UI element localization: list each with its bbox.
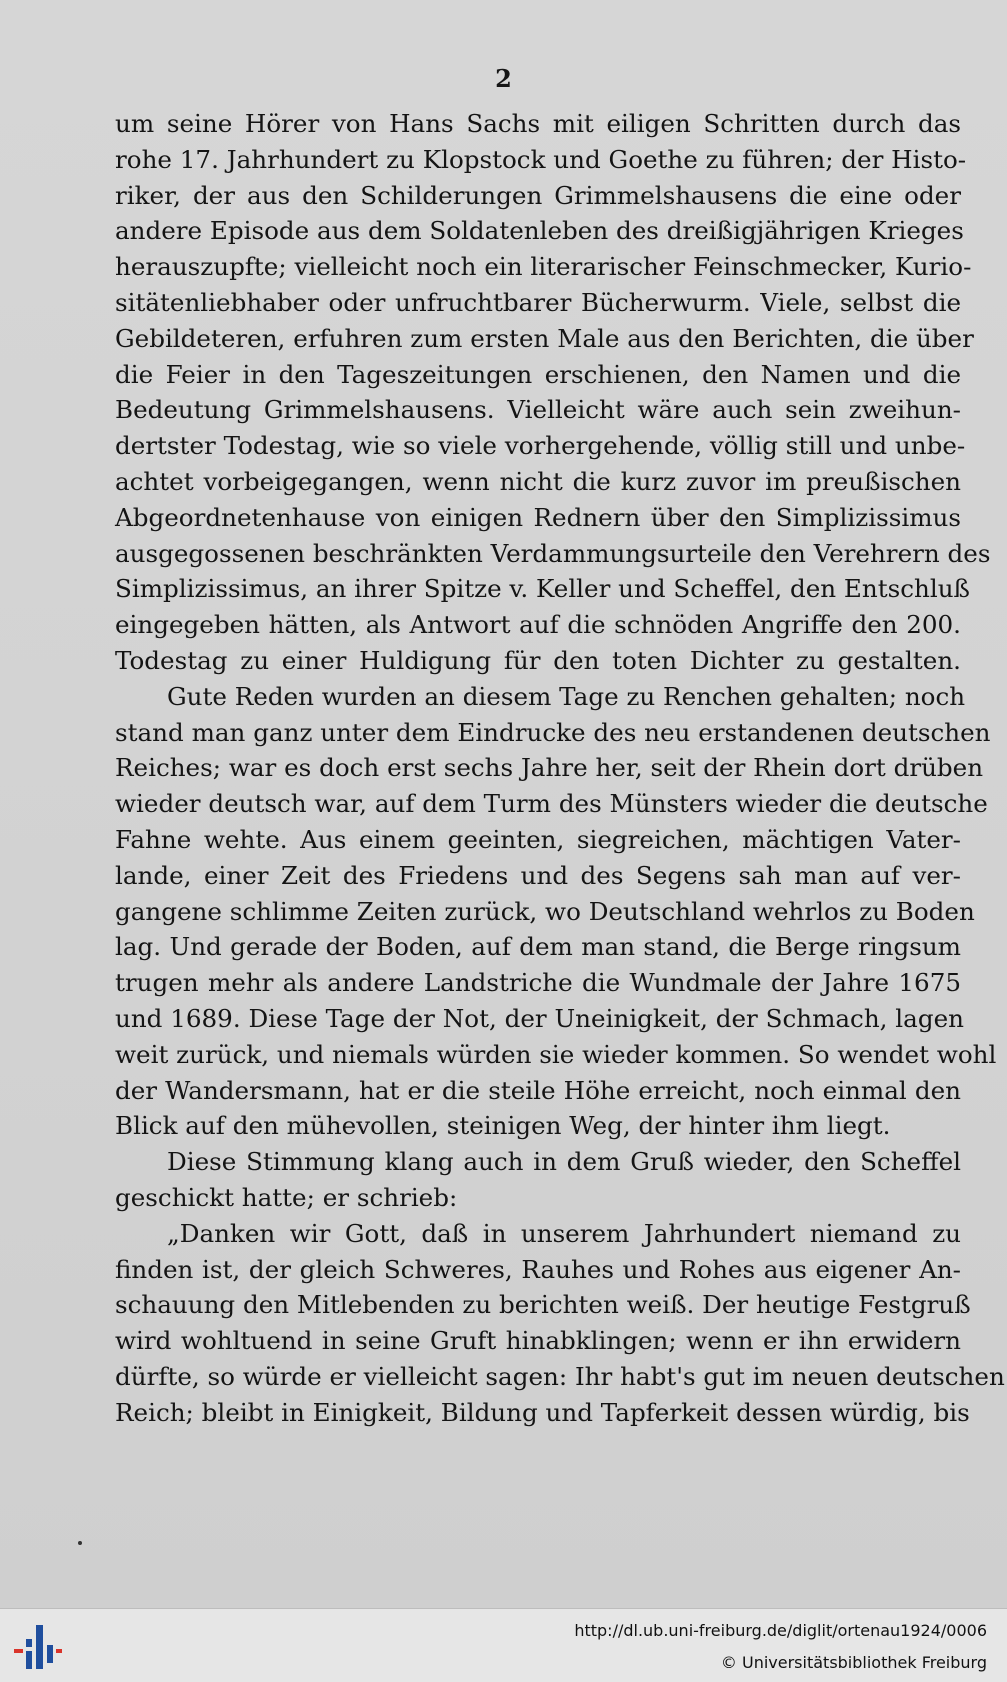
- text-line: finden ist, der gleich Schweres, Rauhes und Rohes aus eigener An-: [115, 1254, 961, 1284]
- text-line: Blick auf den mühevollen, steinigen Weg, der hinter ihm liegt.: [115, 1111, 891, 1141]
- text-line: Fahne wehte. Aus einem geeinten, siegreichen, mächtigen Vater-: [115, 824, 961, 854]
- text-line: Simplizissimus, an ihrer Spitze v. Keller und Scheffel, den Entschluß: [115, 574, 970, 604]
- text-line: gangene schlimme Zeiten zurück, wo Deutschland wehrlos zu Boden: [115, 896, 975, 926]
- text-line: eingegeben hätten, als Antwort auf die schnöden Angriffe den 200.: [115, 610, 961, 640]
- copyright-notice: © Universitätsbibliothek Freiburg: [720, 1653, 987, 1672]
- text-line: „Danken wir Gott, daß in unserem Jahrhundert niemand zu: [167, 1218, 961, 1248]
- text-line: geschickt hatte; er schrieb:: [115, 1182, 458, 1212]
- text-line: achtet vorbeigegangen, wenn nicht die kurz zuvor im preußischen: [115, 466, 961, 496]
- text-line: dertster Todestag, wie so viele vorhergehende, völlig still und unbe-: [115, 431, 966, 461]
- text-line: Reiches; war es doch erst sechs Jahre her, seit der Rhein dort drüben: [115, 753, 984, 783]
- text-line: Gute Reden wurden an diesem Tage zu Renchen gehalten; noch: [167, 681, 966, 711]
- text-line: ausgegossenen beschränkten Verdammungsurteile den Verehrern des: [115, 538, 991, 568]
- text-line: rohe 17. Jahrhundert zu Klopstock und Goethe zu führen; der Histo-: [115, 144, 967, 174]
- document-url-link[interactable]: http://dl.ub.uni-freiburg.de/diglit/ortenau1924/0006: [574, 1621, 987, 1640]
- text-line: herauszupfte; vielleicht noch ein literarischer Feinschmecker, Kurio-: [115, 252, 972, 282]
- scan-speck: [78, 1541, 82, 1545]
- text-line: die Feier in den Tageszeitungen erschienen, den Namen und die: [115, 359, 961, 389]
- text-line: Diese Stimmung klang auch in dem Gruß wieder, den Scheffel: [167, 1147, 961, 1177]
- text-line: der Wandersmann, hat er die steile Höhe erreicht, noch einmal den: [115, 1075, 961, 1105]
- text-line: Abgeordnetenhause von einigen Rednern über den Simplizissimus: [115, 502, 961, 532]
- text-line: stand man ganz unter dem Eindrucke des neu erstandenen deutschen: [115, 717, 991, 747]
- text-line: und 1689. Diese Tage der Not, der Uneinigkeit, der Schmach, lagen: [115, 1003, 964, 1033]
- body-text: [115, 106, 1005, 1430]
- text-line: Bedeutung Grimmelshausens. Vielleicht wäre auch sein zweihun-: [115, 395, 961, 425]
- text-line: lag. Und gerade der Boden, auf dem man stand, die Berge ringsum: [115, 932, 961, 962]
- text-line: wird wohltuend in seine Gruft hinabklingen; wenn er ihn erwidern: [115, 1326, 961, 1356]
- text-line: riker, der aus den Schilderungen Grimmelshausens die eine oder: [115, 180, 961, 210]
- text-line: wieder deutsch war, auf dem Turm des Münsters wieder die deutsche: [115, 789, 988, 819]
- text-line: lande, einer Zeit des Friedens und des Segens sah man auf ver-: [115, 860, 961, 890]
- text-line: um seine Hörer von Hans Sachs mit eiligen Schritten durch das: [115, 109, 961, 138]
- text-line: Todestag zu einer Huldigung für den toten Dichter zu gestalten.: [115, 645, 961, 675]
- text-line: dürfte, so würde er vielleicht sagen: Ihr habt's gut im neuen deutschen: [115, 1361, 1005, 1391]
- text-line: andere Episode aus dem Soldatenleben des dreißigjährigen Krieges: [115, 216, 964, 246]
- text-line: Reich; bleibt in Einigkeit, Bildung und Tapferkeit dessen würdig, bis: [115, 1397, 970, 1427]
- page-number: 2: [495, 64, 512, 93]
- text-line: sitätenliebhaber oder unfruchtbarer Bücherwurm. Viele, selbst die: [115, 287, 961, 317]
- text-line: schauung den Mitlebenden zu berichten weiß. Der heutige Festgruß: [115, 1290, 971, 1320]
- text-line: trugen mehr als andere Landstriche die Wundmale der Jahre 1675: [115, 968, 961, 998]
- ub-freiburg-logo-icon[interactable]: [12, 1623, 64, 1671]
- viewer-footer: [0, 1608, 1007, 1682]
- text-line: weit zurück, und niemals würden sie wieder kommen. So wendet wohl: [115, 1039, 997, 1069]
- text-line: Gebildeteren, erfuhren zum ersten Male aus den Berichten, die über: [115, 323, 974, 353]
